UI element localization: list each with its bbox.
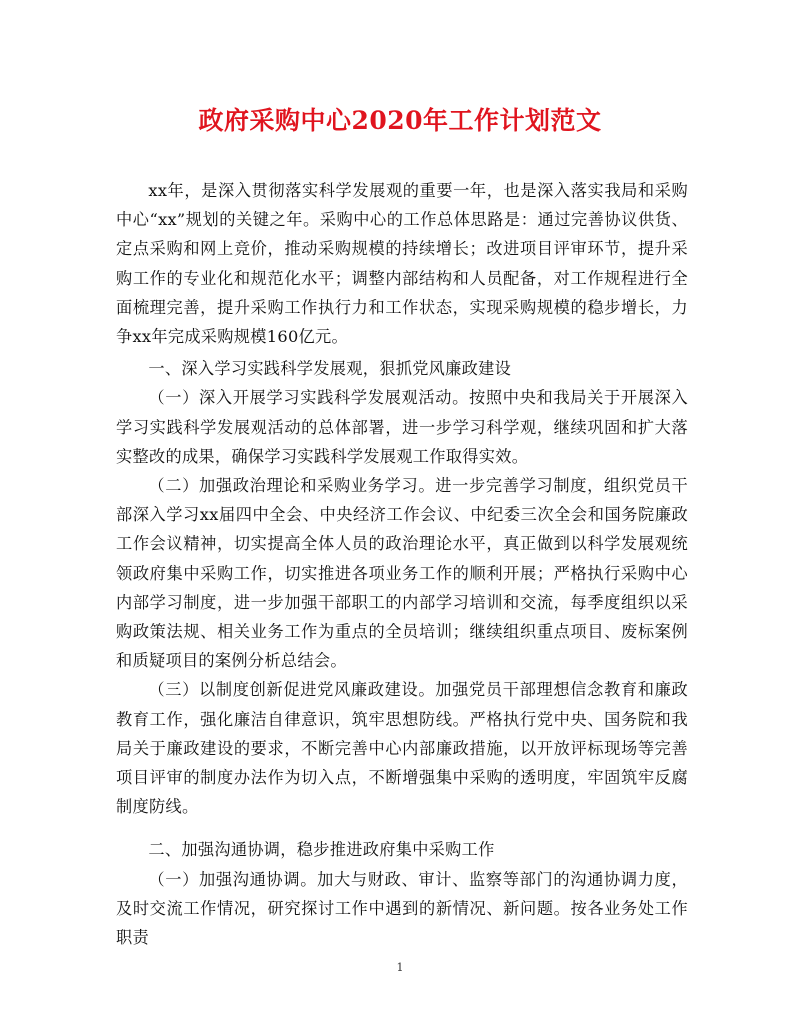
document-body [116, 176, 688, 952]
section-heading-1: 一、深入学习实践科学发展观，狠抓党风廉政建设 [148, 359, 512, 379]
subsection-paragraph-2-1: （一）加强沟通协调。加大与财政、审计、监察等部门的沟通协调力度，及时交流工作情况，研究探讨工作中遇到的新情况、新问题。按各业务处工作职责 [116, 869, 688, 948]
subsection-paragraph-1-3: （三）以制度创新促进党风廉政建设。加强党员干部理想信念教育和廉政教育工作，强化廉洁自律意识，筑牢思想防线。严格执行党中央、国务院和我局关于廉政建设的要求，不断完善中心内部廉政措施，以开放评标现场等完善项目评审的制度办法作为切入点，不断增强集中采购的透明度，牢固筑牢反腐制度防线。 [116, 680, 688, 817]
section-heading-2: 二、加强沟通协调，稳步推进政府集中采购工作 [148, 840, 495, 860]
intro-paragraph: xx年，是深入贯彻落实科学发展观的重要一年，也是深入落实我局和采购中心“xx”规划的关键之年。采购中心的工作总体思路是：通过完善协议供货、定点采购和网上竞价，推动采购规模的持续增长；改进项目评审环节，提升采购工作的专业化和规范化水平；调整内部结构和人员配备，对工作规程进行全面梳理完善，提升采购工作执行力和工作状态，实现采购规模的稳步增长，力争xx年完成采购规模160亿元。 [116, 181, 688, 347]
page-number: 1 [396, 961, 404, 974]
subsection-paragraph-1-1: （一）深入开展学习实践科学发展观活动。按照中央和我局关于开展深入学习实践科学发展观活动的总体部署，进一步学习科学观，继续巩固和扩大落实整改的成果，确保学习实践科学发展观工作取得实效。 [116, 388, 688, 466]
subsection-paragraph-1-2: （二）加强政治理论和采购业务学习。进一步完善学习制度，组织党员干部深入学习xx届四中全会、中央经济工作会议、中纪委三次全会和国务院廉政工作会议精神，切实提高全体人员的政治理论水平，真正做到以科学发展观统领政府集中采购工作，切实推进各项业务工作的顺利开展；严格执行采购中心内部学习制度，进一步加强干部职工的内部学习培训和交流，每季度组织以采购政策法规、相关业务工作为重点的全员培训；继续组织重点项目、废标案例和质疑项目的案例分析总结会。 [116, 476, 688, 671]
document-title: 政府采购中心2020年工作计划范文 [198, 106, 602, 135]
